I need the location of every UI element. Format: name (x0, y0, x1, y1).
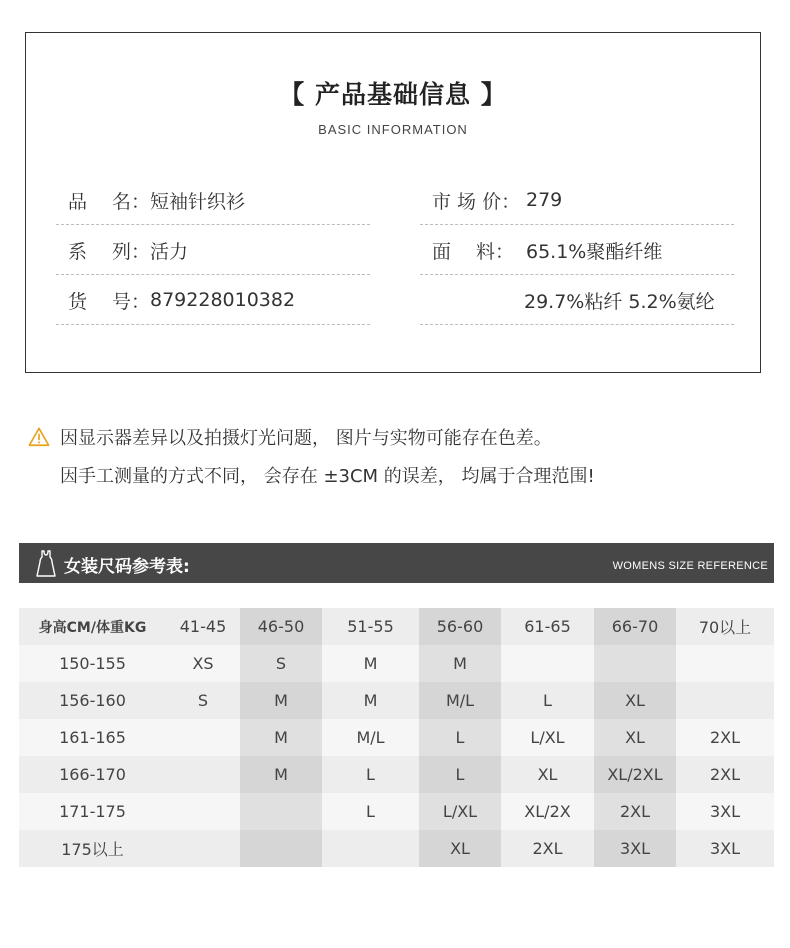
height-range-cell: 150-155 (19, 645, 166, 682)
height-range-cell: 161-165 (19, 719, 166, 756)
size-cell (322, 830, 419, 867)
size-cell: XL (594, 719, 676, 756)
size-table-header-row (19, 608, 774, 645)
table-row (19, 793, 774, 830)
size-cell: 3XL (676, 793, 774, 830)
size-cell: 3XL (676, 830, 774, 867)
info-row-name (56, 176, 370, 225)
size-cell: L/XL (501, 719, 594, 756)
weight-column-header: 46-50 (240, 608, 322, 645)
info-label: 面 料： (432, 240, 515, 263)
basic-info-panel (25, 32, 761, 373)
dress-icon (36, 550, 56, 578)
size-cell: XL/2X (501, 793, 594, 830)
height-range-cell: 156-160 (19, 682, 166, 719)
table-row (19, 830, 774, 867)
size-cell: XS (166, 645, 240, 682)
basic-info-left-column (56, 176, 370, 326)
info-value: 29.7%粘纤 5.2%氨纶 (524, 290, 715, 313)
size-cell: L (501, 682, 594, 719)
height-range-cell: 166-170 (19, 756, 166, 793)
size-cell: L (419, 719, 501, 756)
size-cell: 2XL (676, 719, 774, 756)
weight-column-header: 51-55 (322, 608, 419, 645)
size-cell: L/XL (419, 793, 501, 830)
size-cell: M (240, 719, 322, 756)
size-cell (240, 793, 322, 830)
info-label: 市 场 价： (432, 190, 521, 213)
size-cell: XL (501, 756, 594, 793)
info-row-fabric (420, 226, 734, 275)
size-cell (501, 645, 594, 682)
size-cell: M (240, 682, 322, 719)
basic-info-title: 【 产品基础信息 】 (279, 80, 507, 109)
info-value: 短袖针织衫 (150, 190, 246, 213)
size-cell: 2XL (594, 793, 676, 830)
size-table (19, 608, 774, 867)
notice-line-1 (28, 418, 768, 456)
info-row-item-number (56, 276, 370, 325)
size-cell (676, 682, 774, 719)
size-cell: M (240, 756, 322, 793)
size-cell: M (419, 645, 501, 682)
notice-line-2 (28, 456, 768, 494)
weight-column-header: 66-70 (594, 608, 676, 645)
size-cell (594, 645, 676, 682)
size-cell: L (322, 793, 419, 830)
info-row-price (420, 176, 734, 225)
color-notice (28, 418, 768, 494)
size-cell: S (166, 682, 240, 719)
size-cell: M/L (322, 719, 419, 756)
weight-column-header: 70以上 (676, 608, 774, 645)
table-row (19, 719, 774, 756)
size-table-corner-header: 身高CM/体重KG (19, 608, 166, 645)
notice-text: 因显示器差异以及拍摄灯光问题， 图片与实物可能存在色差。 (60, 428, 552, 449)
size-cell: XL (594, 682, 676, 719)
size-cell (166, 719, 240, 756)
size-cell (166, 756, 240, 793)
info-row-fabric-continued (420, 276, 734, 325)
weight-column-header: 41-45 (166, 608, 240, 645)
size-cell: M/L (419, 682, 501, 719)
info-label: 货 号： (68, 290, 151, 313)
table-row (19, 682, 774, 719)
size-cell: L (322, 756, 419, 793)
basic-info-subtitle: BASIC INFORMATION (318, 122, 468, 137)
size-cell (166, 793, 240, 830)
table-row (19, 756, 774, 793)
weight-column-header: 56-60 (419, 608, 501, 645)
weight-column-header: 61-65 (501, 608, 594, 645)
size-chart-subtitle: WOMENS SIZE REFERENCE (612, 560, 768, 572)
table-row (19, 645, 774, 682)
notice-text: 因手工测量的方式不同， 会存在 ±3CM 的误差， 均属于合理范围! (60, 466, 595, 487)
size-chart-title: 女装尺码参考表: (64, 557, 190, 577)
size-chart-header (19, 543, 774, 583)
info-row-series (56, 226, 370, 275)
height-range-cell: 175以上 (19, 830, 166, 867)
height-range-cell: 171-175 (19, 793, 166, 830)
size-cell: S (240, 645, 322, 682)
size-cell (166, 830, 240, 867)
size-cell: 2XL (676, 756, 774, 793)
size-cell (676, 645, 774, 682)
basic-info-right-column (420, 176, 734, 326)
size-cell (240, 830, 322, 867)
info-value: 65.1%聚酯纤维 (526, 240, 663, 263)
info-value: 279 (526, 189, 563, 211)
size-cell: XL (419, 830, 501, 867)
size-cell: XL/2XL (594, 756, 676, 793)
size-cell: L (419, 756, 501, 793)
info-label: 系 列： (68, 240, 151, 263)
size-cell: M (322, 682, 419, 719)
info-value: 活力 (150, 240, 189, 263)
warning-triangle-icon (28, 426, 50, 448)
size-cell: 3XL (594, 830, 676, 867)
size-cell: 2XL (501, 830, 594, 867)
info-value: 879228010382 (150, 289, 296, 311)
size-cell: M (322, 645, 419, 682)
info-label: 品 名： (68, 190, 151, 213)
